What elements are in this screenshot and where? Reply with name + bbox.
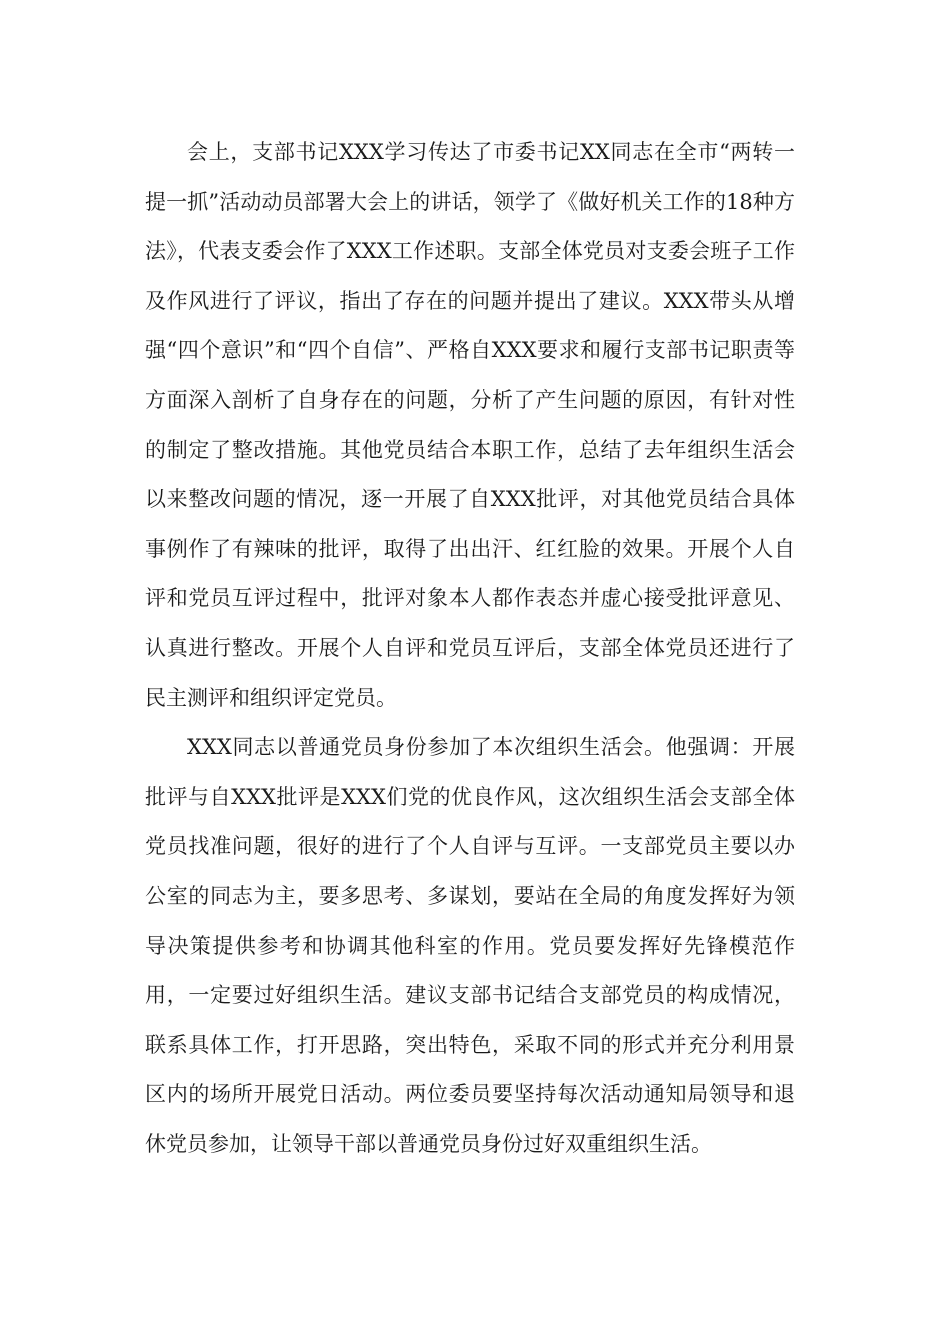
paragraph-1: 会上，支部书记XXX学习传达了市委书记XX同志在全市“两转一提一抓”活动动员部署大会上的讲话，领学了《做好机关工作的18种方法》，代表支委会作了XXX工作述职。支部全体党员对支委会班子工作及作风进行了评议，指出了存在的问题并提出了建议。XXX带头从增强“四个意识”和“四个自信”、严格自XXX要求和履行支部书记职责等方面深入剖析了自身存在的问题，分析了产生问题的原因，有针对性的制定了整改措施。其他党员结合本职工作，总结了去年组织生活会以来整改问题的情况，逐一开展了自XXX批评，对其他党员结合具体事例作了有辣味的批评，取得了出出汗、红红脸的效果。开展个人自评和党员互评过程中，批评对象本人都作表态并虚心接受批评意见、认真进行整改。开展个人自评和党员互评后，支部全体党员还进行了民主测评和组织评定党员。	[145, 140, 795, 710]
paragraph-2: XXX同志以普通党员身份参加了本次组织生活会。他强调：开展批评与自XXX批评是XXX们党的优良作风，这次组织生活会支部全体党员找准问题，很好的进行了个人自评与互评。一支部党员主要以办公室的同志为主，要多思考、多谋划，要站在全局的角度发挥好为领导决策提供参考和协调其他科室的作用。党员要发挥好先锋模范作用，一定要过好组织生活。建议支部书记结合支部党员的构成情况，联系具体工作，打开思路，突出特色，采取不同的形式并充分利用景区内的场所开展党日活动。两位委员要坚持每次活动通知局领导和退休党员参加，让领导干部以普通党员身份过好双重组织生活。	[145, 735, 795, 1156]
document-body	[145, 128, 795, 1169]
